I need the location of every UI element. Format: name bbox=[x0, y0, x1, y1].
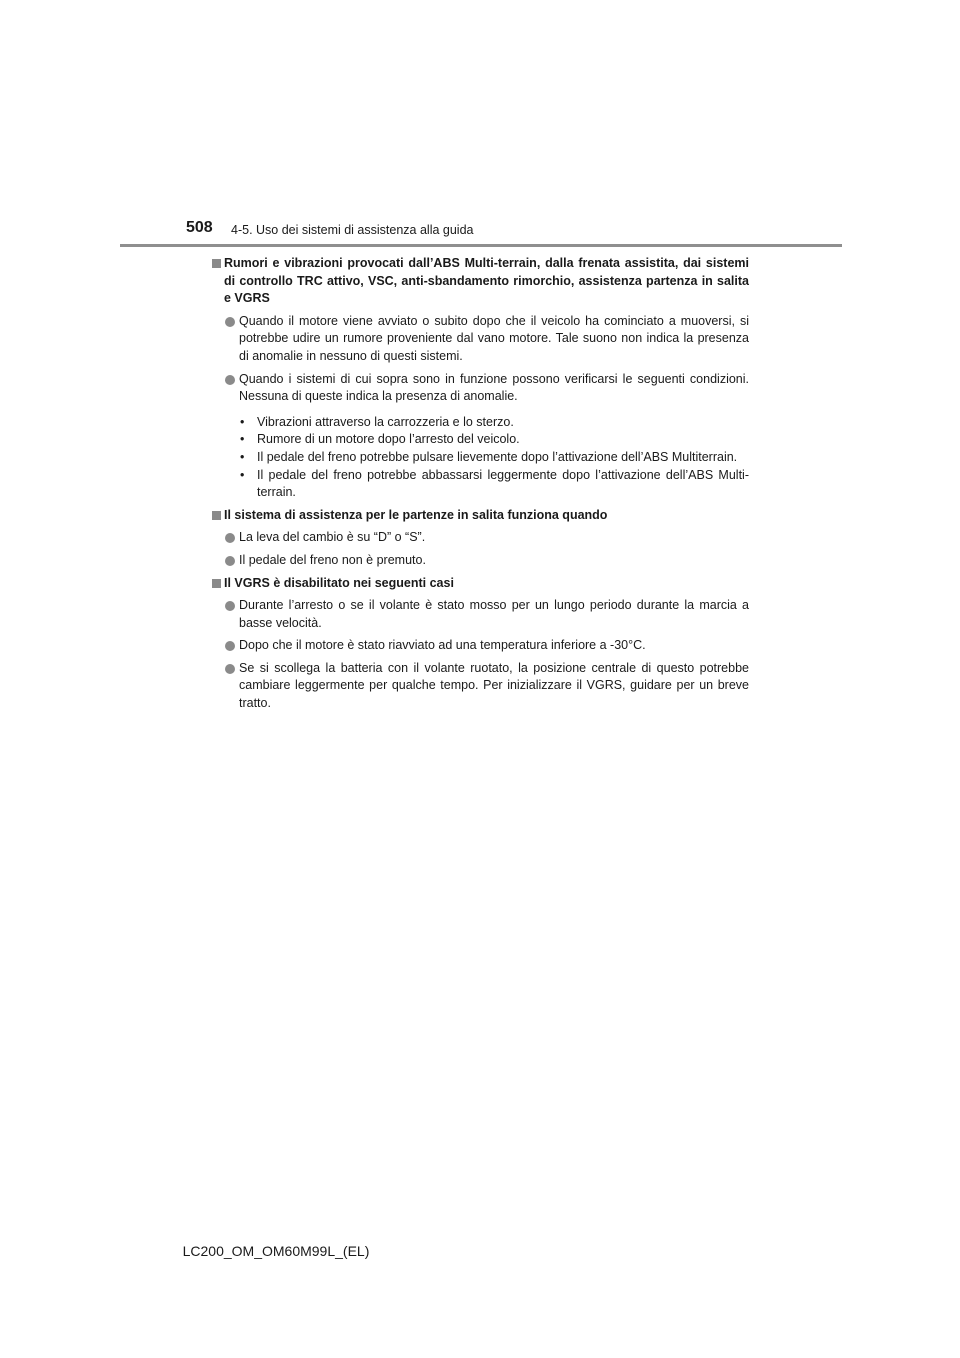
circle-bullet-icon bbox=[225, 556, 235, 566]
section-heading-text: Il VGRS è disabilitato nei seguenti casi bbox=[224, 575, 454, 590]
square-bullet-icon bbox=[212, 511, 221, 520]
list-item bbox=[211, 529, 749, 547]
square-bullet-icon bbox=[212, 259, 221, 268]
dot-marker-icon: • bbox=[240, 432, 245, 447]
sub-list-item bbox=[211, 467, 749, 502]
sub-list-item bbox=[211, 431, 749, 449]
section-heading bbox=[211, 255, 749, 308]
list-item-text: Quando il motore viene avviato o subito dopo che il veicolo ha cominciato a muoversi, si potrebbe udire un rumore proveniente dal vano motore. Tale suono non indica la presenza di anomalie in nessuno di questi sistemi. bbox=[239, 313, 749, 363]
dot-marker-icon: • bbox=[240, 414, 245, 429]
dot-marker-icon: • bbox=[240, 467, 245, 482]
sub-list-item-text: Il pedale del freno potrebbe abbassarsi leggermente dopo l’attivazione dell’ABS Multi-terrain. bbox=[257, 467, 749, 500]
list-item-text: La leva del cambio è su “D” o “S”. bbox=[239, 530, 426, 545]
sub-list bbox=[211, 414, 749, 502]
section-heading bbox=[211, 575, 749, 593]
document-code: LC200_OM_OM60M99L_(EL) bbox=[182, 1243, 370, 1259]
sub-list-item-text: Vibrazioni attraverso la carrozzeria e lo sterzo. bbox=[257, 414, 514, 429]
sub-list-item bbox=[211, 414, 749, 432]
header-divider bbox=[120, 244, 842, 247]
section-heading-text: Rumori e vibrazioni provocati dall’ABS Multi-terrain, dalla frenata assistita, dai sistemi di controllo TRC attivo, VSC, anti-sbandamento rimorchio, assistenza partenza in salita e VGRS bbox=[224, 256, 749, 306]
circle-bullet-icon bbox=[225, 641, 235, 651]
sub-list-item bbox=[211, 449, 749, 467]
list-item bbox=[211, 660, 749, 713]
section-heading-text: Il sistema di assistenza per le partenze in salita funziona quando bbox=[224, 507, 608, 522]
circle-bullet-icon bbox=[225, 317, 235, 327]
circle-bullet-icon bbox=[225, 533, 235, 543]
list-item bbox=[211, 313, 749, 366]
section-heading bbox=[211, 507, 749, 525]
list-item-text: Durante l’arresto o se il volante è stato mosso per un lungo periodo durante la marcia a basse velocità. bbox=[239, 598, 749, 630]
list-item bbox=[211, 637, 749, 655]
square-bullet-icon bbox=[212, 579, 221, 588]
list-item-text: Il pedale del freno non è premuto. bbox=[239, 552, 426, 567]
circle-bullet-icon bbox=[225, 664, 235, 674]
list-item bbox=[211, 552, 749, 570]
circle-bullet-icon bbox=[225, 601, 235, 611]
dot-marker-icon: • bbox=[240, 449, 245, 464]
list-item-text: Dopo che il motore è stato riavviato ad una temperatura inferiore a -30°C. bbox=[239, 638, 646, 653]
page-content bbox=[211, 255, 749, 718]
sub-list-item-text: Rumore di un motore dopo l’arresto del veicolo. bbox=[257, 432, 520, 447]
list-item bbox=[211, 371, 749, 406]
sub-list-item-text: Il pedale del freno potrebbe pulsare lievemente dopo l’attivazione dell’ABS Multiterrain. bbox=[257, 449, 738, 464]
list-item-text: Quando i sistemi di cui sopra sono in funzione possono verificarsi le seguenti condizioni. Nessuna di queste indica la presenza di anomalie. bbox=[239, 371, 749, 404]
list-item-text: Se si scollega la batteria con il volante ruotato, la posizione centrale di questo potrebbe cambiare leggermente per qualche tempo. Per inizializzare il VGRS, guidare per un breve tratto. bbox=[239, 660, 749, 711]
page-number: 508 bbox=[186, 219, 213, 236]
list-item bbox=[211, 597, 749, 632]
circle-bullet-icon bbox=[225, 375, 235, 385]
section-title: 4-5. Uso dei sistemi di assistenza alla guida bbox=[231, 223, 474, 237]
